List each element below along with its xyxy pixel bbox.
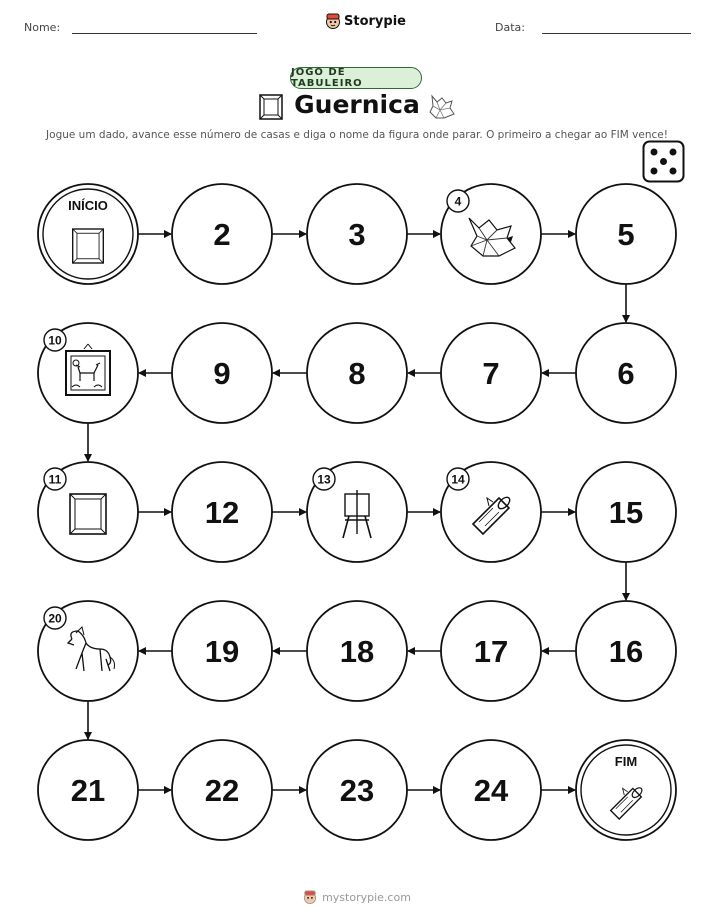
space-number: 15 [608,495,644,530]
space-number: 17 [473,634,509,669]
date-label: Data: [495,21,525,34]
board-space-22[interactable] [172,740,272,840]
space-number: 9 [213,356,231,391]
space-number: 5 [617,217,635,252]
board-space-9[interactable] [172,323,272,423]
board-space-16[interactable] [576,601,676,701]
start-label: INÍCIO [68,198,108,213]
board-space-13[interactable] [307,462,407,562]
board-space-21[interactable] [38,740,138,840]
board-space-23[interactable] [307,740,407,840]
name-label: Nome: [24,21,61,34]
game-type-badge: JOGO DE TABULEIRO [290,67,422,89]
space-number: 11 [48,472,62,487]
space-number: 22 [204,773,240,808]
finish-space[interactable] [576,740,676,840]
space-number: 14 [451,472,465,487]
space-number: 24 [473,773,509,808]
space-number: 16 [608,634,644,669]
space-number: 4 [454,194,462,209]
footer [0,889,714,905]
space-number: 2 [213,217,231,252]
board-space-5[interactable] [576,184,676,284]
board-space-24[interactable] [441,740,541,840]
start-space[interactable] [38,184,138,284]
storypie-mascot-icon [303,889,317,905]
footer-site: mystorypie.com [322,890,411,904]
space-number: 23 [339,773,375,808]
board-space-14[interactable] [441,462,541,562]
finish-label: FIM [614,754,638,769]
board-space-10[interactable] [38,323,138,423]
board-space-4[interactable] [441,184,541,284]
board-space-2[interactable] [172,184,272,284]
space-number: 18 [339,634,375,669]
space-number: 13 [317,472,331,487]
page-title: Guernica [294,90,420,119]
board-space-19[interactable] [172,601,272,701]
space-number: 7 [482,356,500,391]
space-number: 19 [204,634,240,669]
board-space-11[interactable] [38,462,138,562]
board-space-8[interactable] [307,323,407,423]
board-space-17[interactable] [441,601,541,701]
board-space-12[interactable] [172,462,272,562]
space-number: 20 [48,611,62,626]
instructions-text: Jogue um dado, avance esse número de casas e diga o nome da figura onde parar. O primeiro a chegar ao FIM vence! [46,129,668,141]
space-number: 21 [70,773,106,808]
board-space-18[interactable] [307,601,407,701]
board-space-20[interactable] [38,601,138,701]
board-space-3[interactable] [307,184,407,284]
board-space-6[interactable] [576,323,676,423]
board-space-7[interactable] [441,323,541,423]
board-space-15[interactable] [576,462,676,562]
space-number: 10 [48,333,62,348]
space-number: 8 [348,356,366,391]
space-number: 12 [204,495,240,530]
space-number: 6 [617,356,635,391]
space-number: 3 [348,217,366,252]
brand-name: Storypie [344,13,406,29]
